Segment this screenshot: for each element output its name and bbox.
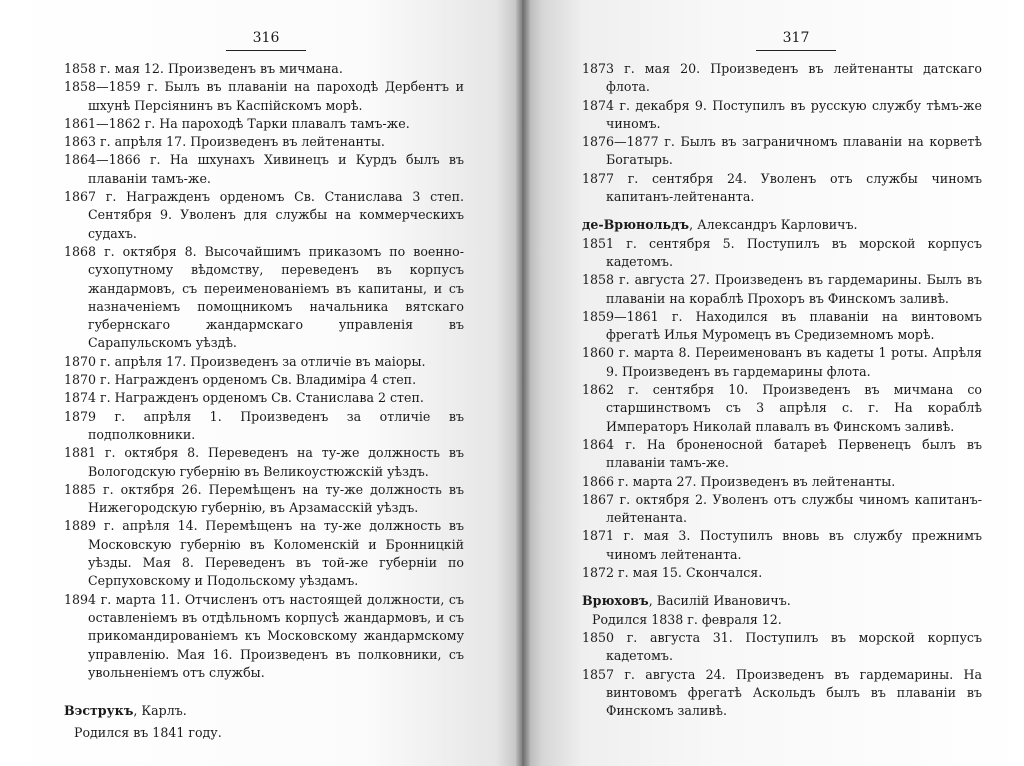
entry: 1876—1877 г. Былъ въ заграничномъ плаваніи на корветѣ Богатырь.	[582, 134, 982, 168]
right-page	[522, 0, 1024, 766]
entry: 1851 г. сентября 5. Поступилъ въ морской корпусъ кадетомъ.	[582, 235, 982, 269]
entry: 1870 г. апрѣля 17. Произведенъ за отличіе въ маіоры.	[64, 353, 426, 369]
entry: 1889 г. апрѣля 14. Перемѣщенъ на ту-же должность въ Московскую губернію въ Коломенскій и Бронницкій уѣзды. Мая 8. Переведенъ въ той-же губерніи по Серпуховскому и Подольскому уѣздамъ.	[64, 518, 464, 589]
surname: Врюховъ	[582, 593, 649, 609]
birth-line: Родился въ 1841 году.	[74, 725, 222, 741]
person-heading	[582, 592, 982, 610]
page-number-rule	[756, 50, 836, 51]
entry: 1863 г. апрѣля 17. Произведенъ въ лейтенанты.	[64, 134, 385, 150]
entry: 1858 г. мая 12. Произведенъ въ мичмана.	[64, 61, 343, 76]
entry: 1872 г. мая 15. Скончался.	[582, 565, 763, 581]
entry: 1864—1866 г. На шхунахъ Хивинецъ и Курдъ былъ въ плаваніи тамъ-же.	[64, 152, 464, 186]
entry: 1867 г. октября 2. Уволенъ отъ службы чиномъ капитанъ-лейтенанта.	[582, 491, 982, 526]
entry: 1874 г. Награжденъ орденомъ Св. Станислава 2 степ.	[64, 390, 424, 406]
entry: 1859—1861 г. Находился въ плаваніи на винтовомъ фрегатѣ Илья Муромецъ въ Средиземномъ морѣ.	[582, 308, 982, 343]
entry: 1877 г. сентября 24. Уволенъ отъ службы чиномъ капитанъ-лейтенанта.	[582, 170, 982, 205]
person-heading	[64, 702, 464, 720]
entry: 1873 г. мая 20. Произведенъ въ лейтенанты датскаго флота.	[582, 61, 982, 95]
entry: 1868 г. октября 8. Высочайшимъ приказомъ по военно-сухопутному вѣдомству, переведенъ въ корпусъ жандармовъ, съ переименованіемъ въ капитаны, и съ назначеніемъ помощникомъ начальника вятскаго губернскаго жандармскаго управленія въ Сарапульскомъ уѣздѣ.	[64, 243, 464, 351]
entry: 1850 г. августа 31. Поступилъ въ морской корпусъ кадетомъ.	[582, 629, 982, 664]
entry: 1870 г. Награжденъ орденомъ Св. Владиміра 4 степ.	[64, 372, 417, 388]
entry: 1862 г. сентября 10. Произведенъ въ мичмана со старшинствомъ съ 3 апрѣля с. г. На кораблѣ Императоръ Николай плавалъ въ Финскомъ заливѣ.	[582, 382, 982, 434]
entry: 1860 г. марта 8. Переименованъ въ кадеты 1 роты. Апрѣля 9. Произведенъ въ гардемарины флота.	[582, 345, 982, 379]
given-name: , Василій Ивановичъ.	[648, 593, 791, 609]
entry: 1858 г. августа 27. Произведенъ въ гардемарины. Былъ въ плаваніи на кораблѣ Прохоръ въ Финскомъ заливѣ.	[582, 272, 982, 306]
page-number-rule	[226, 50, 306, 51]
entry: 1857 г. августа 24. Произведенъ въ гардемарины. На винтовомъ фрегатѣ Аскольдъ былъ въ плаваніи въ Финскомъ заливѣ.	[582, 666, 982, 719]
surname: де-Врюнольдъ	[582, 217, 690, 233]
entry: 1866 г. марта 27. Произведенъ въ лейтенанты.	[582, 473, 896, 489]
given-name: , Карлъ.	[133, 703, 187, 719]
entry: 1894 г. марта 11. Отчисленъ отъ настоящей должности, съ оставленіемъ въ отдѣльномъ корпусѣ жандармовъ, и съ прикомандированіемъ къ Московскому жандармскому управленію. Мая 16. Произведенъ въ полковники, съ увольненіемъ отъ службы.	[64, 591, 464, 680]
book-gutter	[516, 0, 530, 766]
spacer	[582, 206, 982, 216]
birth-line: Родился 1838 г. февраля 12.	[592, 611, 782, 627]
spacer	[64, 682, 464, 702]
entry: 1871 г. мая 3. Поступилъ вновь въ службу прежнимъ чиномъ лейтенанта.	[582, 528, 982, 562]
entry: 1867 г. Награжденъ орденомъ Св. Станислава 3 степ. Сентября 9. Уволенъ для службы на коммерческихъ судахъ.	[64, 189, 464, 241]
person-heading	[582, 216, 982, 234]
page-number: 316	[252, 30, 280, 46]
entry: 1861—1862 г. На пароходѣ Тарки плавалъ тамъ-же.	[64, 115, 410, 131]
entry: 1885 г. октября 26. Перемѣщенъ на ту-же должность въ Нижегородскую губернію, въ Арзамасскій уѣздъ.	[64, 481, 464, 516]
entry: 1874 г. декабря 9. Поступилъ въ русскую службу тѣмъ-же чиномъ.	[582, 97, 982, 131]
entry: 1879 г. апрѣля 1. Произведенъ за отличіе въ подполковники.	[64, 408, 464, 442]
entry: 1881 г. октября 8. Переведенъ на ту-же должность въ Вологодскую губернію въ Великоустюжскій уѣздъ.	[64, 445, 464, 479]
entry: 1864 г. На броненосной батареѣ Первенецъ былъ въ плаваніи тамъ-же.	[582, 436, 982, 471]
text-column	[64, 60, 464, 743]
entry: 1858—1859 г. Былъ въ плаваніи на пароходѣ Дербентъ и шхунѣ Персіянинъ въ Каспійскомъ морѣ.	[64, 79, 464, 113]
spacer	[582, 582, 982, 592]
page-number: 317	[782, 30, 810, 46]
surname: Вэструкъ	[64, 703, 134, 719]
text-column	[582, 60, 982, 720]
given-name: , Александръ Карловичъ.	[689, 217, 858, 233]
